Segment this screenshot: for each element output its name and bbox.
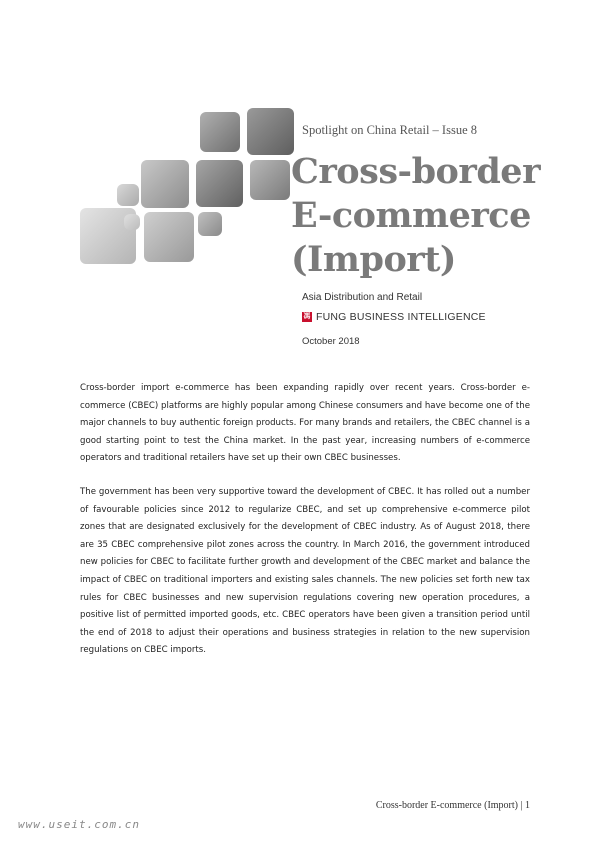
tile <box>200 112 240 152</box>
tile <box>198 212 222 236</box>
series-kicker: Spotlight on China Retail – Issue 8 <box>302 123 477 137</box>
tile <box>117 184 139 206</box>
title-line: Cross-border <box>291 151 541 192</box>
tile <box>141 160 189 208</box>
organization-label: Asia Distribution and Retail <box>302 292 423 303</box>
paragraph: The government has been very supportive toward the development of CBEC. It has rolled out a number of favourable policies since 2012 to regularize CBEC, and set up comprehensive e-commerce pilot zones that are designated exclusively for the development of CBEC industry. As of August 2018, there are 35 CBEC comprehensive pilot zones across the country. In March 2016, the government introduced new policies for CBEC to facilitate further growth and development of the CBEC market and balance the impact of CBEC on traditional importers and existing sales channels. The new policies set forth new tax rules for CBEC businesses and new supervision regulations covering new operation procedures, a positive list of permitted imported goods, etc. CBEC operators have been given a transition period until the end of 2018 to adjust their operations and business strategies in relation to the new supervision regulations on CBEC imports. <box>80 486 530 656</box>
body-text <box>80 380 530 676</box>
publication-date: October 2018 <box>302 336 360 347</box>
decorative-tile-graphic <box>0 0 300 300</box>
title-line: E-commerce <box>291 195 531 236</box>
watermark: www.useit.com.cn <box>18 818 140 831</box>
brand-name: FUNG BUSINESS INTELLIGENCE <box>316 311 486 323</box>
brand-logo-row <box>302 311 486 323</box>
tile <box>144 212 194 262</box>
tile <box>250 160 290 200</box>
page-footer: Cross-border E-commerce (Import) | 1 <box>375 800 530 811</box>
tile <box>196 160 243 207</box>
fung-logo-icon: 馮 <box>303 313 311 320</box>
tile <box>124 214 140 230</box>
page-title <box>291 150 581 282</box>
title-line: (Import) <box>291 239 456 280</box>
tile <box>247 108 294 155</box>
paragraph: Cross-border import e-commerce has been expanding rapidly over recent years. Cross-border e-commerce (CBEC) platforms are highly popular among Chinese consumers and have become one of the major channels to buy authentic foreign products. For many brands and retailers, the CBEC channel is a good starting point to test the China market. In the past year, increasing numbers of e-commerce operators and traditional retailers have set up their own CBEC businesses. <box>80 383 530 464</box>
